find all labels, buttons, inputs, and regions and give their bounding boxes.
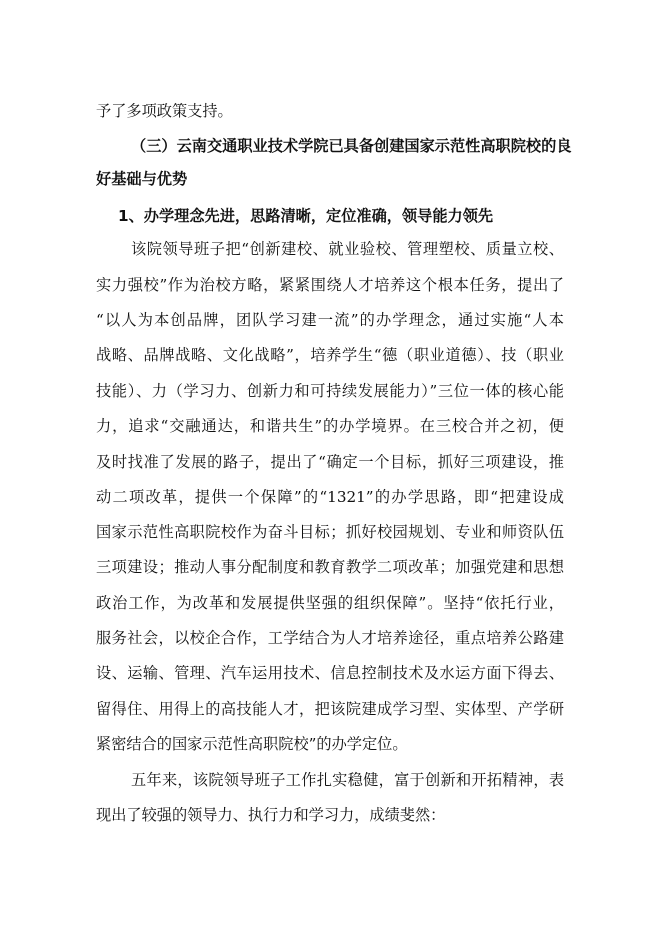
paragraph-continuation-line: 予了多项政策支持。 (96, 102, 233, 120)
body-line: 动二项改革，提供一个保障”的“1321”的办学思路，即“把建设成 (96, 488, 564, 506)
body-line: 该院领导班子把“创新建校、就业验校、管理塑校、质量立校、 (131, 240, 564, 258)
body-line: 国家示范性高职院校作为奋斗目标；抓好校园规划、专业和师资队伍 (96, 523, 564, 541)
body-line: 现出了较强的领导力、执行力和学习力，成绩斐然： (96, 806, 446, 824)
body-line: 服务社会，以校企合作，工学结合为人才培养途径，重点培养公路建 (96, 629, 564, 647)
subsection-heading: 1、办学理念先进，思路清晰，定位准确，领导能力领先 (118, 207, 494, 225)
body-line: 留得住、用得上的高技能人才，把该院建成学习型、实体型、产学研 (96, 700, 564, 718)
body-line: 战略、品牌战略、文化战略”，培养学生“德（职业道德）、技（职业 (96, 346, 564, 364)
body-line: 紧密结合的国家示范性高职院校”的办学定位。 (96, 735, 408, 753)
body-line: 及时找准了发展的路子，提出了“确定一个目标，抓好三项建设，推 (96, 453, 564, 471)
body-line: 三项建设；推动人事分配制度和教育教学二项改革；加强党建和思想 (96, 558, 564, 576)
body-line: 五年来，该院领导班子工作扎实稳健，富于创新和开拓精神，表 (131, 771, 564, 789)
body-line: 政治工作，为改革和发展提供坚强的组织保障”。坚持“依托行业， (96, 594, 564, 612)
body-line: 力，追求“交融通达，和谐共生”的办学境界。在三校合并之初，便 (96, 417, 564, 435)
body-line: “以人为本创品牌，团队学习建一流”的办学理念，通过实施“人本 (96, 311, 564, 329)
body-line: 设、运输、管理、汽车运用技术、信息控制技术及水运方面下得去、 (96, 664, 564, 682)
section-heading-line-1: （三）云南交通职业技术学院已具备创建国家示范性高职院校的良 (131, 137, 572, 155)
section-heading-line-2: 好基础与优势 (96, 170, 188, 188)
body-line: 技能）、力（学习力、创新力和可持续发展能力）”三位一体的核心能 (96, 382, 564, 400)
body-line: 实力强校”作为治校方略，紧紧围绕人才培养这个根本任务，提出了 (96, 276, 564, 294)
